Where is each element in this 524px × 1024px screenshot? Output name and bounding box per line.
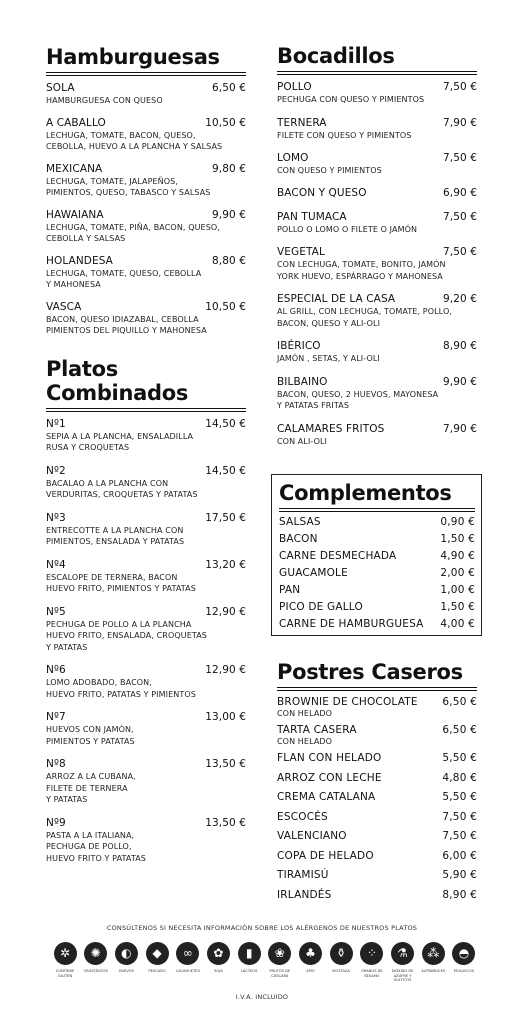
menu-item [46, 758, 246, 806]
complemento-price: 4,90 € [440, 550, 475, 562]
menu-item-description: SEPIA A LA PLANCHA, ENSALADILLA [46, 431, 194, 441]
menu-item-description: LECHUGA, TOMATE, QUESO, CEBOLLA [46, 268, 202, 278]
complemento-name: PICO DE GALLO [279, 601, 363, 613]
peanut-icon: ∞ [176, 942, 199, 965]
bocadillos-title: Bocadillos [277, 44, 395, 68]
menu-item-description: LECHUGA, TOMATE, PIÑA, BACON, QUESO, [46, 222, 220, 232]
menu-item-description: BACON, QUESO Y ALI-OLI [277, 318, 381, 328]
menu-item-head [46, 465, 246, 478]
allergen [52, 942, 78, 983]
postre-name: VALENCIANO [277, 830, 347, 842]
complemento-price: 2,00 € [440, 567, 475, 579]
allergen-label: CRUSTÁCEOS [83, 969, 108, 973]
menu-item-head [46, 163, 246, 176]
menu-item-head [46, 255, 246, 268]
menu-item-name: VASCA [46, 300, 82, 313]
left-column [46, 0, 246, 864]
menu-item-head [277, 187, 477, 200]
hamburguesas-list [46, 82, 246, 337]
menu-item-description: CON QUESO Y PIMIENTOS [277, 166, 382, 175]
postre-name: ESCOCÉS [277, 810, 328, 823]
menu-item [46, 117, 246, 153]
menu-item [46, 301, 246, 337]
allergen-label: DIÓXIDO DE AZUFRE Y SULFITOS [391, 969, 414, 982]
menu-item-description: CEBOLLA, HUEVO A LA PLANCHA Y SALSAS [46, 142, 223, 151]
menu-item-name: Nº1 [46, 417, 66, 430]
divider [277, 687, 477, 688]
complemento-row [279, 616, 475, 633]
allergen-label: MOLUSCOS [453, 969, 475, 973]
allergen [420, 942, 446, 983]
menu-item [46, 255, 246, 291]
menu-item-description: PECHUGA DE POLLO, [46, 842, 132, 851]
menu-item-description: YORK HUEVO, ESPÁRRAGO Y MAHONESA [277, 271, 443, 281]
menu-item-description: Y MAHONESA [46, 280, 101, 289]
menu-item-price: 6,90 € [443, 186, 477, 199]
complemento-price: 4,00 € [440, 618, 475, 630]
menu-item-price: 13,00 € [205, 711, 246, 723]
allergen-label: PESCADO [148, 969, 166, 973]
menu-item-description: BACON, QUESO, 2 HUEVOS, MAYONESA [277, 389, 439, 399]
menu-item-price: 9,20 € [443, 293, 477, 305]
menu-item-description: CEBOLLA Y SALSAS [46, 234, 126, 243]
divider [277, 74, 477, 75]
complemento-price: 1,00 € [440, 584, 475, 596]
menu-item-description: Y PATATAS [46, 642, 88, 652]
complemento-price: 1,50 € [440, 601, 475, 613]
postre-row [277, 869, 477, 882]
menu-item-description: ESCALOPE DE TERNERA, BACON [46, 572, 178, 582]
menu-item-price: 8,80 € [212, 254, 246, 267]
complemento-name: PAN [279, 584, 301, 596]
menu-item-description: FILETE CON QUESO Y PIMIENTOS [277, 130, 412, 140]
complemento-name: SALSAS [279, 516, 321, 528]
sesame-icon: ⁘ [360, 942, 383, 965]
postre-price: 5,90 € [442, 869, 477, 881]
menu-item-description: HUEVO FRITO Y PATATAS [46, 853, 146, 863]
menu-item-description: LECHUGA, TOMATE, JALAPEÑOS, [46, 176, 178, 186]
postre-item [277, 889, 477, 902]
menu-item-name: Nº2 [46, 464, 66, 477]
postre-price: 5,50 € [442, 752, 477, 764]
complementos-box [271, 474, 482, 636]
menu-item-price: 7,50 € [443, 152, 477, 164]
celery-icon: ♣ [299, 942, 322, 965]
complemento-name: GUACAMOLE [279, 567, 348, 579]
menu-item-name: Nº5 [46, 605, 66, 618]
menu-item [46, 664, 246, 700]
allergen-label: FRUTOS DE CÁSCARA [269, 969, 291, 978]
postre-price: 6,50 € [442, 724, 477, 736]
menu-item-price: 13,50 € [205, 758, 246, 770]
menu-item-description: PIMIENTOS, QUESO, TABASCO Y SALSAS [46, 188, 211, 197]
postre-name: TARTA CASERA [277, 724, 357, 736]
complemento-price: 0,90 € [440, 516, 475, 528]
complemento-row [279, 531, 475, 548]
lupin-icon: ⁂ [422, 942, 445, 965]
divider [279, 511, 475, 512]
menu-item [277, 293, 477, 329]
postre-name: FLAN CON HELADO [277, 752, 382, 764]
milk-icon: ▮ [238, 942, 261, 965]
menu-item-description: HUEVO FRITO, PATATAS Y PIMIENTOS [46, 689, 196, 699]
menu-item-name: Nº4 [46, 558, 66, 571]
divider [279, 508, 475, 509]
divider [46, 75, 246, 76]
menu-item-description: PIMIENTOS Y PATATAS [46, 736, 135, 746]
menu-item-head [277, 340, 477, 353]
menu-item-description: CON ALI-OLI [277, 436, 328, 446]
menu-item-price: 17,50 € [205, 511, 246, 524]
menu-item [277, 376, 477, 412]
complementos-list [279, 514, 475, 633]
complemento-price: 1,50 € [440, 533, 475, 545]
allergen-icons [52, 942, 477, 983]
menu-item-price: 14,50 € [205, 417, 246, 430]
postre-row [277, 830, 477, 843]
postre-description: CON HELADO [277, 737, 333, 746]
menu-item [277, 187, 477, 200]
menu-item-head [46, 301, 246, 314]
postre-price: 7,50 € [442, 810, 477, 823]
allergen [83, 942, 109, 983]
menu-item-head [277, 293, 477, 306]
menu-item-name: BILBAINO [277, 375, 328, 388]
menu-item [277, 152, 477, 177]
postre-item [277, 772, 477, 785]
menu-item-price: 12,90 € [205, 605, 246, 618]
menu-item-price: 10,50 € [205, 300, 246, 313]
menu-item [277, 340, 477, 365]
complemento-name: CARNE DESMECHADA [279, 550, 397, 562]
menu-item-name: Nº6 [46, 664, 66, 676]
menu-item-name: IBÉRICO [277, 340, 321, 352]
menu-item-description: HUEVOS CON JAMÓN, [46, 725, 134, 734]
menu-item-name: MEXICANA [46, 162, 103, 175]
allergen-label: APIO [306, 969, 315, 973]
menu-item-description: HUEVO FRITO, PIMIENTOS Y PATATAS [46, 584, 196, 593]
menu-item-description: ARROZ A LA CUBANA, [46, 772, 136, 781]
allergen [236, 942, 262, 983]
menu-item [46, 817, 246, 865]
menu-item-description: PECHUGA CON QUESO Y PIMIENTOS [277, 95, 425, 104]
menu-item-price: 9,90 € [212, 208, 246, 221]
menu-item [46, 465, 246, 501]
allergen-label: LÁCTEOS [240, 969, 258, 973]
menu-item-price: 9,80 € [212, 162, 246, 175]
menu-item [277, 117, 477, 142]
menu-item-price: 6,50 € [212, 82, 246, 94]
menu-item-description: BACALAO A LA PLANCHA CON [46, 478, 169, 488]
nut-icon: ❀ [268, 942, 291, 965]
allergen [144, 942, 170, 983]
allergen [267, 942, 293, 983]
menu-item [46, 711, 246, 747]
complemento-row [279, 599, 475, 616]
menu-item-price: 10,50 € [205, 116, 246, 129]
menu-item-description: Y PATATAS [46, 795, 88, 804]
complemento-row [279, 582, 475, 599]
fish-icon: ◆ [146, 942, 169, 965]
menu-item-name: PAN TUMACA [277, 210, 347, 223]
menu-item-description: HUEVO FRITO, ENSALADA, CROQUETAS [46, 631, 207, 640]
menu-item-name: VEGETAL [277, 246, 325, 258]
postre-name: COPA DE HELADO [277, 849, 374, 862]
menu-item-head [46, 117, 246, 130]
postre-row [277, 724, 477, 737]
platos-title-line2: Combinados [46, 380, 189, 405]
divider [46, 411, 246, 412]
menu-item-price: 13,50 € [205, 816, 246, 829]
menu-item-price: 12,90 € [205, 664, 246, 676]
menu-item-description: AL GRILL, CON LECHUGA, TOMATE, POLLO, [277, 307, 452, 316]
menu-item-description: LECHUGA, TOMATE, BACON, QUESO, [46, 130, 196, 140]
menu-item-head [46, 209, 246, 222]
menu-item-head [46, 711, 246, 724]
menu-item-price: 7,50 € [443, 210, 477, 223]
menu-item-name: Nº8 [46, 758, 66, 770]
postre-price: 6,50 € [442, 696, 477, 708]
hamburguesas-title: Hamburguesas [46, 45, 220, 69]
platos-list [46, 418, 246, 865]
menu-item [46, 559, 246, 595]
menu-item-price: 14,50 € [205, 464, 246, 477]
allergen [359, 942, 385, 983]
menu-item-description: CON LECHUGA, TOMATE, BONITO, JAMÓN [277, 260, 446, 269]
egg-icon: ◐ [115, 942, 138, 965]
menu-item-head [277, 81, 477, 94]
postre-name: TIRAMISÚ [277, 869, 329, 881]
bocadillos-list [277, 81, 477, 447]
crab-icon: ✺ [84, 942, 107, 965]
menu-item [46, 418, 246, 454]
menu-item-head [46, 418, 246, 431]
menu-item-name: HAWAIANA [46, 208, 104, 221]
menu-item [46, 82, 246, 107]
menu-item [277, 81, 477, 106]
menu-item-description: HAMBURGUESA CON QUESO [46, 96, 163, 105]
complemento-name: BACON [279, 533, 318, 545]
mustard-icon: ⚱ [330, 942, 353, 965]
postre-item [277, 724, 477, 746]
menu-item-head [277, 246, 477, 259]
allergen-label: GRANOS DE SÉSAMO [361, 969, 383, 978]
wheat-icon: ✲ [54, 942, 77, 965]
allergen-label: SOJA [214, 969, 223, 973]
menu-item [46, 209, 246, 245]
postre-price: 8,90 € [442, 888, 477, 901]
allergen-label: HUEVOS [118, 969, 134, 973]
menu-item-price: 8,90 € [443, 340, 477, 352]
menu-item-price: 9,90 € [443, 375, 477, 388]
menu-item-name: ESPECIAL DE LA CASA [277, 293, 396, 305]
platos-title-line1: Platos [46, 356, 118, 381]
menu-item-description: Y PATATAS FRITAS [277, 401, 350, 410]
postres-section [277, 660, 477, 908]
menu-item-name: Nº7 [46, 711, 66, 723]
menu-item-name: SOLA [46, 82, 75, 94]
right-column [277, 0, 477, 447]
menu-item-description: POLLO O LOMO O FILETE O JAMÓN [277, 224, 418, 234]
menu-item-price: 7,50 € [443, 246, 477, 258]
menu-item-price: 7,50 € [443, 81, 477, 93]
menu-item-name: Nº9 [46, 816, 66, 829]
menu-item [46, 512, 246, 548]
postre-item [277, 752, 477, 765]
menu-item-head [277, 423, 477, 436]
menu-item-price: 7,90 € [443, 116, 477, 129]
divider [277, 71, 477, 72]
allergen [390, 942, 416, 983]
postre-item [277, 869, 477, 882]
menu-item-description: PIMIENTOS DEL PIQUILLO Y MAHONESA [46, 326, 207, 335]
menu-item-description: PIMIENTOS, ENSALADA Y PATATAS [46, 537, 185, 546]
allergen-label: ALTRAMUCES [421, 969, 446, 973]
allergen-label: CONTIENE GLUTEN [55, 969, 75, 978]
menu-item-head [46, 817, 246, 830]
iva-note: I.V.A. INCLUIDO [235, 993, 289, 1001]
menu-item-description: FILETE DE TERNERA [46, 783, 128, 793]
postres-list [277, 696, 477, 902]
menu-item-name: BACON Y QUESO [277, 186, 367, 199]
allergen-note: CONSÚLTENOS SI NECESITA INFORMACIÓN SOBRE LOS ALÉRGENOS DE NUESTROS PLATOS [106, 924, 418, 932]
menu-item [46, 606, 246, 654]
mollusc-icon: ◓ [452, 942, 475, 965]
menu-item-head [46, 664, 246, 677]
menu-item-head [46, 559, 246, 572]
postre-row [277, 811, 477, 824]
menu-item-name: HOLANDESA [46, 254, 113, 267]
menu-item-name: TERNERA [277, 116, 327, 129]
complemento-row [279, 514, 475, 531]
menu-item-description: JAMÓN , SETAS, Y ALI-OLI [277, 354, 380, 363]
menu-item-name: LOMO [277, 152, 309, 164]
postre-name: CREMA CATALANA [277, 791, 376, 803]
menu-item-description: PECHUGA DE POLLO A LA PLANCHA [46, 619, 192, 629]
menu-item-name: CALAMARES FRITOS [277, 422, 385, 435]
allergen [175, 942, 201, 983]
allergen [298, 942, 324, 983]
menu-item-head [277, 211, 477, 224]
menu-item-price: 13,20 € [205, 558, 246, 571]
complemento-row [279, 548, 475, 565]
soy-icon: ✿ [207, 942, 230, 965]
menu-item-head [46, 758, 246, 771]
postre-row [277, 850, 477, 863]
menu-item-description: LOMO ADOBADO, BACON, [46, 678, 152, 687]
divider [277, 690, 477, 691]
menu-item-description: BACON, QUESO IDIAZABAL, CEBOLLA [46, 314, 199, 324]
allergen [113, 942, 139, 983]
menu-item-description: PASTA A LA ITALIANA, [46, 830, 135, 840]
postre-item [277, 791, 477, 804]
postre-price: 4,80 € [442, 771, 477, 784]
menu-item-price: 7,90 € [443, 422, 477, 435]
allergen [451, 942, 477, 983]
postre-name: BROWNIE DE CHOCOLATE [277, 696, 418, 708]
menu-item-name: POLLO [277, 81, 312, 93]
postre-row [277, 696, 477, 709]
postre-row [277, 752, 477, 765]
postre-item [277, 830, 477, 843]
divider [46, 72, 246, 73]
complemento-name: CARNE DE HAMBURGUESA [279, 618, 424, 630]
menu-item-head [46, 512, 246, 525]
postre-price: 5,50 € [442, 791, 477, 803]
postre-name: IRLANDÉS [277, 888, 332, 901]
menu-item [277, 211, 477, 236]
allergen [328, 942, 354, 983]
postres-title: Postres Caseros [277, 660, 463, 684]
postre-row [277, 791, 477, 804]
menu-item-description: RUSA Y CROQUETAS [46, 443, 130, 452]
postre-row [277, 889, 477, 902]
postre-item [277, 696, 477, 718]
menu-item-head [46, 606, 246, 619]
allergen-label: MOSTAZA [332, 969, 350, 973]
postre-name: ARROZ CON LECHE [277, 771, 382, 784]
postre-row [277, 772, 477, 785]
complemento-row [279, 565, 475, 582]
allergen-label: CACAHUETES [175, 969, 200, 973]
menu-item-head [277, 117, 477, 130]
allergen [205, 942, 231, 983]
menu-item [277, 423, 477, 448]
menu-item [46, 163, 246, 199]
postre-item [277, 850, 477, 863]
menu-item-head [46, 82, 246, 95]
postre-price: 6,00 € [442, 849, 477, 862]
menu-item-description: ENTRECOTTE A LA PLANCHA CON [46, 525, 184, 535]
menu-item-name: Nº3 [46, 511, 66, 524]
sulphite-icon: ⚗ [391, 942, 414, 965]
postre-item [277, 811, 477, 824]
menu-item-description: VERDURITAS, CROQUETAS Y PATATAS [46, 490, 198, 499]
menu-item-head [277, 376, 477, 389]
postre-price: 7,50 € [442, 830, 477, 842]
menu-item [277, 246, 477, 282]
postre-description: CON HELADO [277, 709, 333, 718]
complementos-title: Complementos [279, 481, 452, 505]
divider [46, 408, 246, 409]
menu-item-name: A CABALLO [46, 116, 106, 129]
menu-item-head [277, 152, 477, 165]
